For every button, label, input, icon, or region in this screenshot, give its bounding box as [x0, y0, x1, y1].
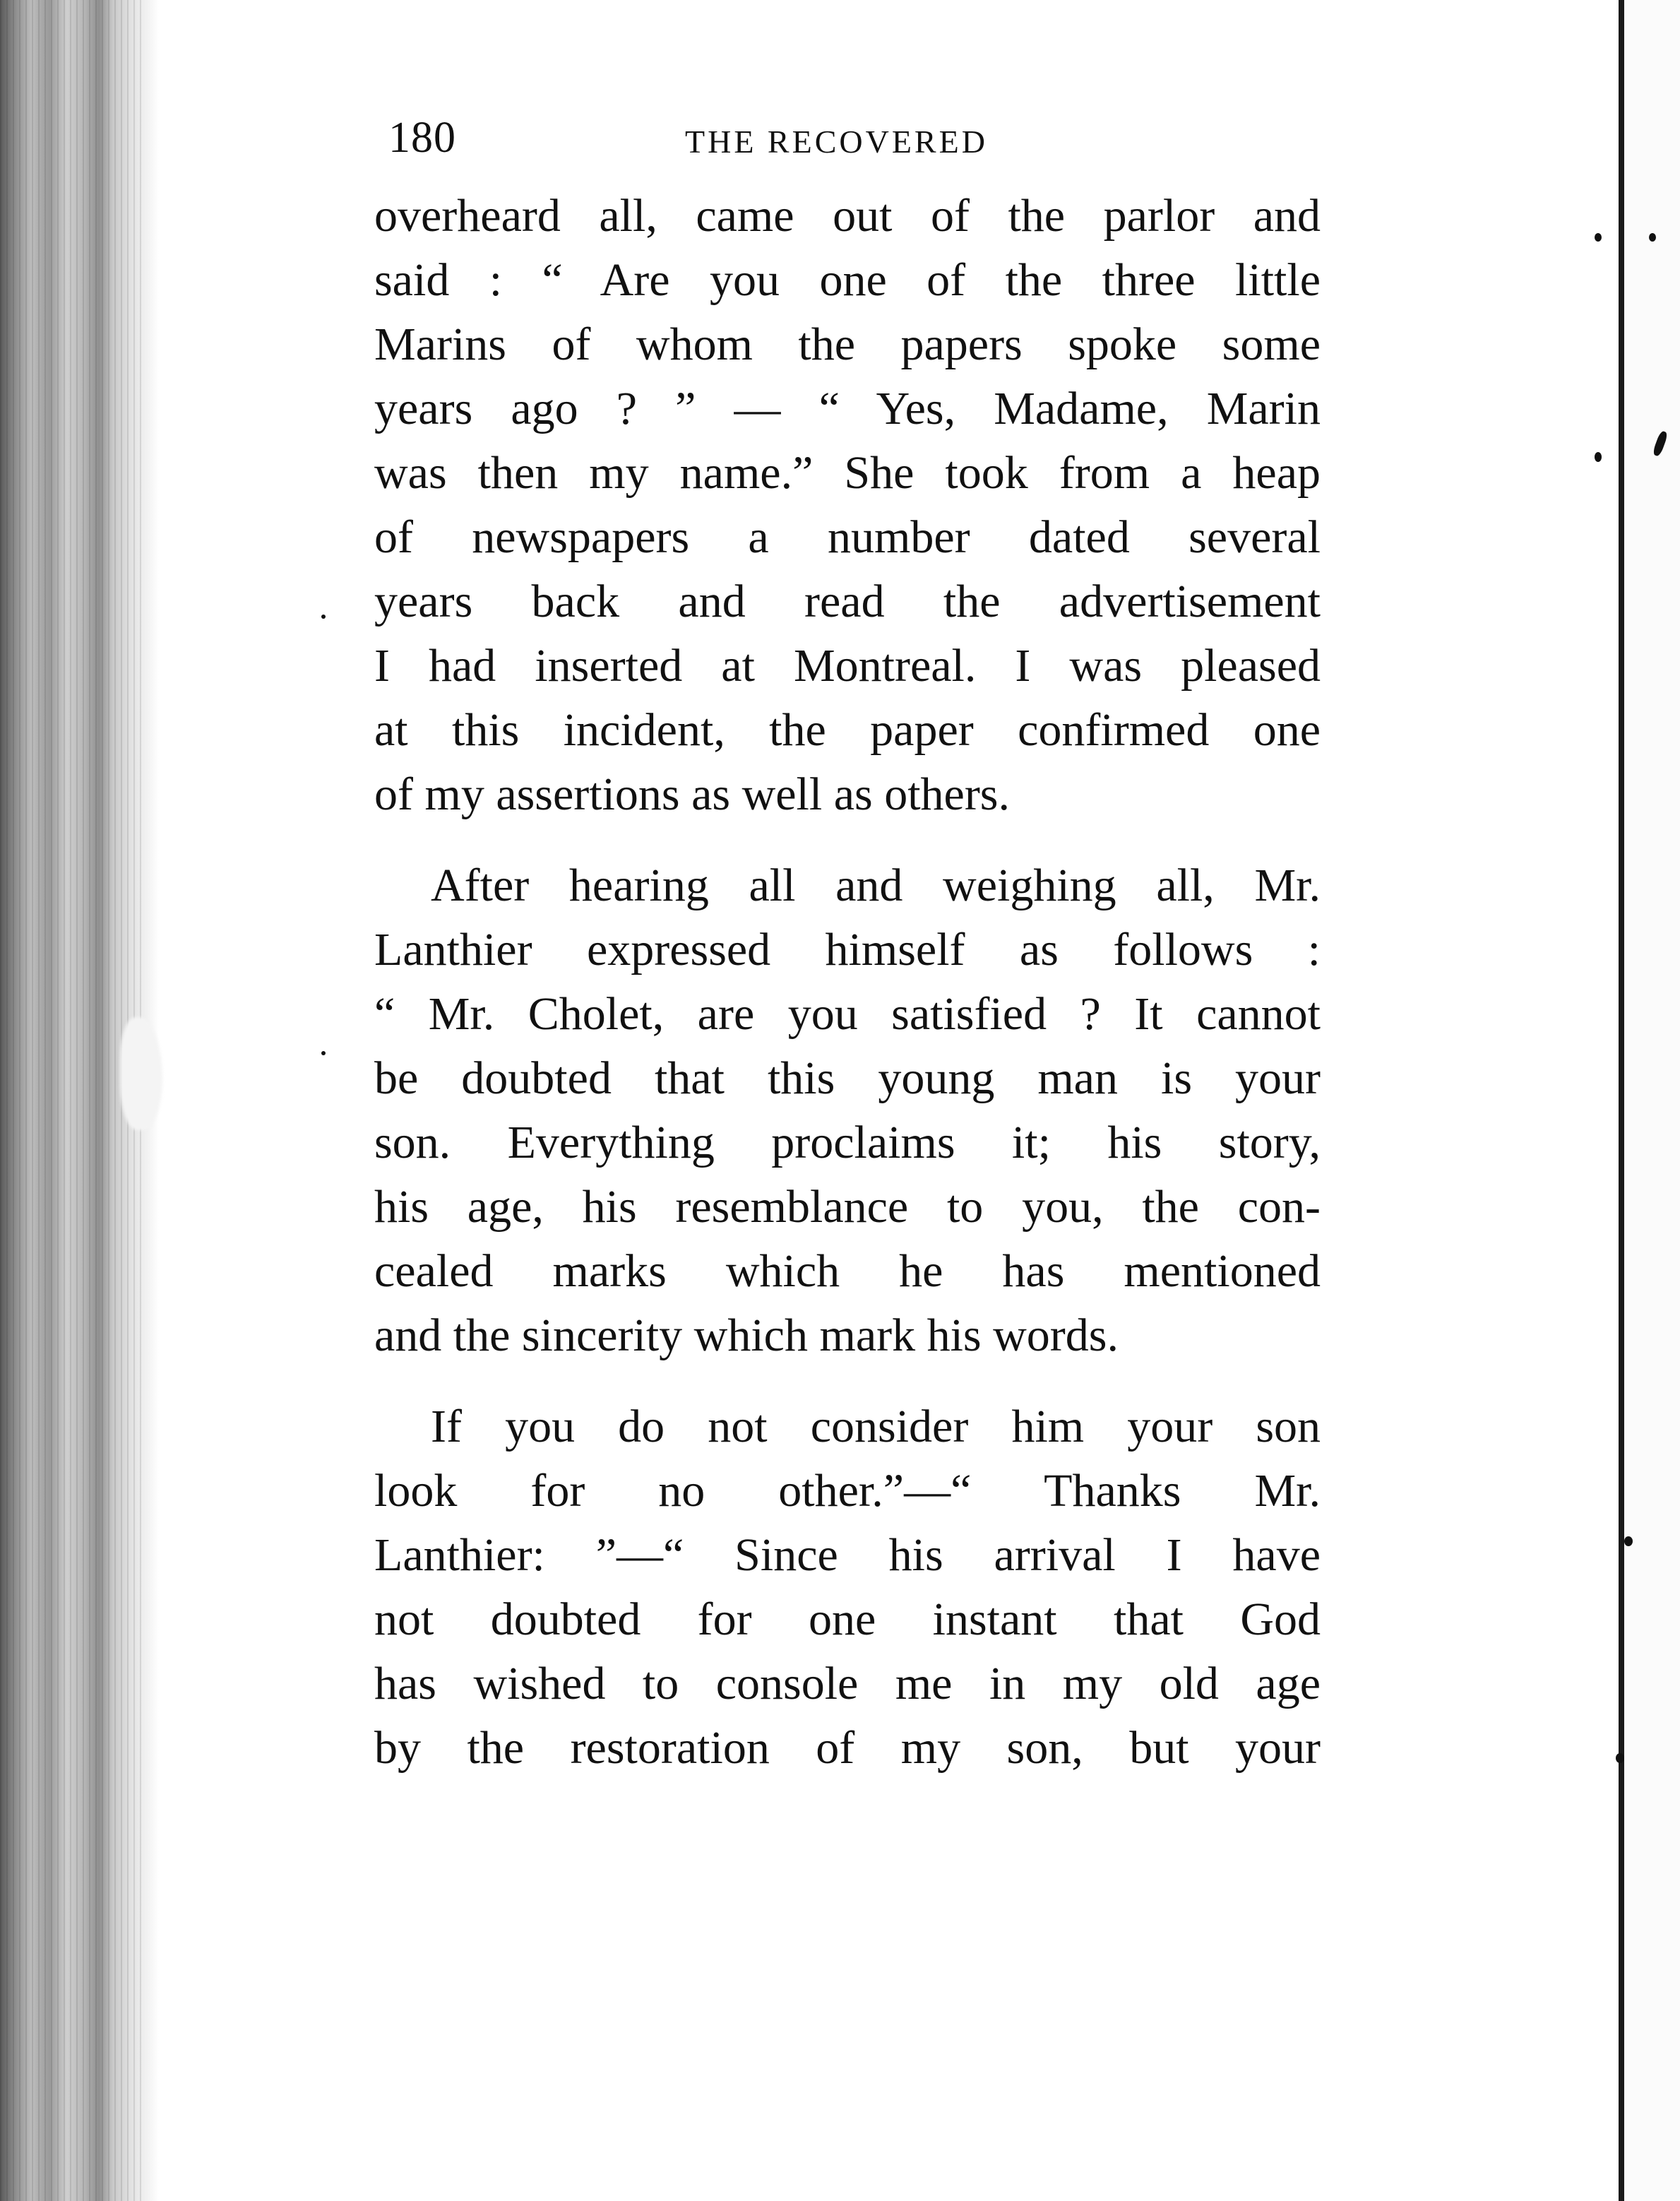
text-line: and the sincerity which mark his words.	[374, 1310, 1119, 1361]
ink-speck	[1595, 452, 1602, 462]
page-number: 180	[388, 114, 456, 162]
text-line: If you do not consider him your son	[431, 1401, 1321, 1452]
ink-speck	[321, 615, 326, 619]
text-line: “ Mr. Cholet, are you satisfied ? It cannot	[374, 988, 1321, 1040]
next-page-edge	[1619, 0, 1624, 2201]
text-line: Marins of whom the papers spoke some	[374, 319, 1321, 370]
text-line: Lanthier: ”—“ Since his arrival I have	[374, 1529, 1321, 1581]
text-line: be doubted that this young man is your	[374, 1052, 1321, 1104]
ink-speck	[1624, 1536, 1633, 1546]
text-line: not doubted for one instant that God	[374, 1594, 1321, 1645]
paragraph-3	[374, 1394, 1321, 1780]
text-line: I had inserted at Montreal. I was pleased	[374, 640, 1321, 692]
text-line: at this incident, the paper confirmed one	[374, 704, 1321, 756]
ink-speck	[1616, 1753, 1624, 1763]
text-line: look for no other.”—“ Thanks Mr.	[374, 1465, 1321, 1517]
text-line: overheard all, came out of the parlor and	[374, 190, 1321, 242]
ink-speck	[1649, 233, 1656, 242]
text-line: years ago ? ” — “ Yes, Madame, Marin	[374, 383, 1321, 434]
paragraph-1	[374, 184, 1321, 826]
text-line: his age, his resemblance to you, the con-	[374, 1181, 1321, 1233]
text-line: by the restoration of my son, but your	[374, 1722, 1321, 1774]
text-line: years back and read the advertisement	[374, 576, 1321, 627]
running-head	[374, 106, 1321, 184]
text-line: said : “ Are you one of the three little	[374, 254, 1321, 306]
text-line: of my assertions as well as others.	[374, 769, 1010, 820]
paragraph-2	[374, 853, 1321, 1368]
next-page-margin	[1624, 0, 1680, 2201]
text-line: After hearing all and weighing all, Mr.	[431, 860, 1321, 911]
text-line: has wished to console me in my old age	[374, 1658, 1321, 1709]
text-line: of newspapers a number dated several	[374, 511, 1321, 563]
ink-speck	[1595, 233, 1602, 242]
text-line: cealed marks which he has mentioned	[374, 1245, 1321, 1297]
text-line: son. Everything proclaims it; his story,	[374, 1117, 1321, 1168]
book-page	[374, 106, 1321, 1807]
ink-speck	[321, 1051, 326, 1055]
body-text	[374, 184, 1321, 1780]
text-line: Lanthier expressed himself as follows :	[374, 924, 1321, 975]
binding-streaks	[0, 0, 141, 2201]
running-title: THE RECOVERED	[685, 124, 988, 160]
text-line: was then my name.” She took from a heap	[374, 447, 1321, 499]
